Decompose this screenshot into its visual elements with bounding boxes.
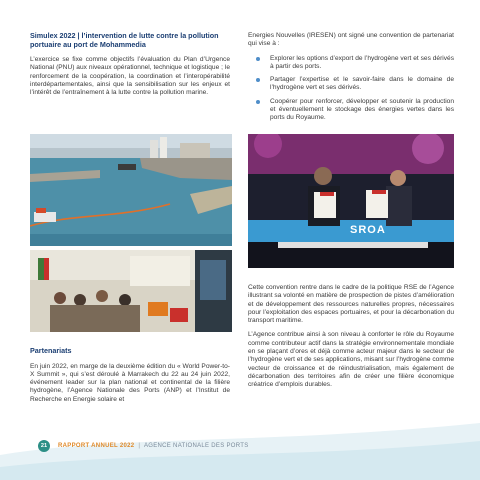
rse-paragraph-2: L’Agence contribue ainsi à son niveau à conforter le rôle du Royaume comme contributeur actif dans la stratégie environnementale mondiale en se plaçant d’ores et déjà comme acteur majeur dans le secteur de l’hydrogène vert et de ses applications, misant sur l’hydrogène comme vecteur de croissance et de réindustrialisation, mais également de décarbonation des territoires afin de créer une filière économique créatrice d’emplois durables. [248, 331, 454, 389]
convention-bullet: Coopérer pour renforcer, développer et soutenir la production et éventuellement le stockage des énergies vertes dans les ports du Royaume. [270, 97, 454, 122]
convention-bullet: Explorer les options d’export de l’hydrogène vert et ses dérivés à partir des ports. [270, 54, 454, 70]
simulex-heading: Simulex 2022 | l’intervention de lutte contre la pollution portuaire au port de Mohammedia [30, 31, 219, 49]
meeting-photo [30, 250, 232, 332]
convention-bullet-list [248, 55, 454, 123]
agency-name: AGENCE NATIONALE DES PORTS [143, 443, 249, 449]
right-column-top [248, 32, 454, 128]
signing-banner-text: SROA [350, 224, 386, 236]
simulex-paragraph: L’exercice se fixe comme objectifs l’évaluation du Plan d’Urgence National (PNU) aux niveaux opérationnel, technique et logistique ; le renforcement de la coopération, la coordination et l’interopérabilité interdépartementales, ainsi que la sensibilisation sur les enjeux et l’intérêt de l’entraînement à la lutte contre la pollution marine. [30, 56, 230, 97]
page-footer [38, 440, 249, 452]
left-column-top [30, 32, 230, 104]
footer-separator: | [138, 443, 140, 449]
partenariats-section [30, 347, 230, 410]
partenariats-paragraph: En juin 2022, en marge de la deuxième édition du « World Power-to-X Summit », qui s’est déroulé à Marrakech du 22 au 24 juin 2022, événement leader sur la plan national et continental de la filière hydrogène, l’Agence Nationale des Ports (ANP) et l’Institut de Recherche en Energie solaire et [30, 362, 231, 403]
rse-paragraph-1: Cette convention rentre dans le cadre de la politique RSE de l’Agence illustrant sa volonté en matière de prospection de pistes d’amélioration et de développement des ressources naturelles propres, nécessaires pour l’exploitation des espaces portuaires, et pour la décarbonation du transport maritime. [248, 284, 454, 325]
convention-intro: Energies Nouvelles (IRESEN) ont signé une convention de partenariat qui vise à : [248, 32, 454, 48]
report-title: RAPPORT ANNUEL 2022 [58, 443, 135, 449]
signing-ceremony-photo [248, 134, 454, 268]
convention-bullet: Partager l’expertise et le savoir-faire dans le domaine de l’hydrogène vert et ses dérivés. [270, 76, 454, 92]
rse-section [248, 284, 454, 396]
partenariats-heading: Partenariats [30, 346, 72, 355]
page-number-badge: 21 [38, 440, 50, 452]
port-aerial-photo [30, 134, 232, 246]
